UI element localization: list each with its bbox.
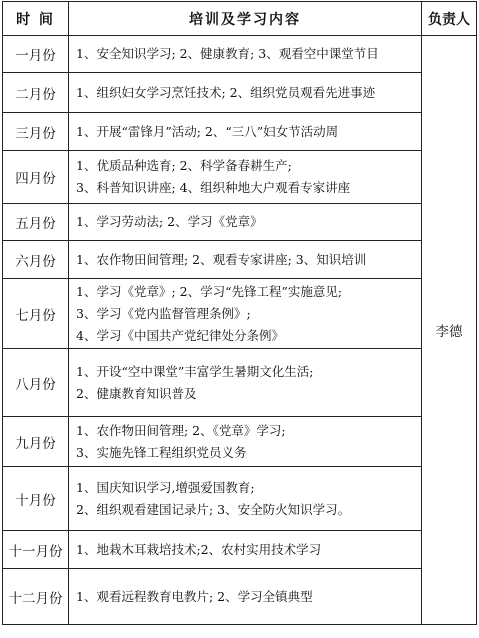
table-row <box>3 531 477 569</box>
content-cell <box>69 36 422 73</box>
header-month: 时 间 <box>3 2 69 36</box>
content-cell <box>69 113 422 151</box>
table-row <box>3 569 477 625</box>
content-line: 1、学习《党章》; 2、学习“先锋工程”实施意见; <box>76 283 343 299</box>
table-body <box>3 36 477 625</box>
content-line: 3、实施先锋工程组织党员义务 <box>76 444 247 460</box>
month-cell: 八月份 <box>3 349 69 417</box>
content-cell <box>69 349 422 417</box>
content-line: 1、开展“雷锋月”活动; 2、“三八”妇女节活动周 <box>76 123 339 139</box>
table-row <box>3 204 477 241</box>
month-cell: 十一月份 <box>3 531 69 569</box>
table-row <box>3 73 477 113</box>
content-line: 1、学习劳动法; 2、学习《党章》 <box>76 214 263 229</box>
content-cell <box>69 241 422 279</box>
table-row <box>3 113 477 151</box>
month-cell: 四月份 <box>3 151 69 204</box>
table-header-row <box>3 2 477 36</box>
table-row <box>3 279 477 349</box>
content-line: 4、学习《中国共产党纪律处分条例》 <box>76 327 284 343</box>
content-cell <box>69 204 422 241</box>
content-line: 1、农作物田间管理; 2、《党章》学习; <box>76 422 286 438</box>
content-line: 1、农作物田间管理; 2、观看专家讲座; 3、知识培训 <box>76 251 367 267</box>
month-cell: 五月份 <box>3 204 69 241</box>
header-content: 培训及学习内容 <box>69 2 422 36</box>
content-line: 1、安全知识学习; 2、健康教育; 3、观看空中课堂节目 <box>76 46 379 61</box>
month-cell: 三月份 <box>3 113 69 151</box>
month-cell: 九月份 <box>3 417 69 467</box>
content-cell <box>69 417 422 467</box>
table-row <box>3 467 477 531</box>
table-row <box>3 417 477 467</box>
table-row <box>3 36 477 73</box>
content-line: 3、科普知识讲座; 4、组织种地大户观看专家讲座 <box>76 180 351 195</box>
month-cell: 七月份 <box>3 279 69 349</box>
month-cell: 二月份 <box>3 73 69 113</box>
responsible-person: 李德 <box>422 36 477 625</box>
content-line: 1、观看远程教育电教片; 2、学习全镇典型 <box>76 588 313 604</box>
content-line: 1、优质品种选育; 2、科学备春耕生产; <box>76 158 292 173</box>
content-line: 2、健康教育知识普及 <box>76 385 197 401</box>
content-line: 1、开设“空中课堂”丰富学生暑期文化生活; <box>76 363 314 379</box>
training-schedule-table <box>2 1 477 625</box>
table-row <box>3 349 477 417</box>
content-cell <box>69 151 422 204</box>
content-line: 3、学习《党内监督管理条例》; <box>76 305 251 321</box>
table-row <box>3 241 477 279</box>
content-line: 2、组织观看建国记录片; 3、安全防火知识学习。 <box>76 501 351 517</box>
content-line: 1、国庆知识学习,增强爱国教育; <box>76 479 255 495</box>
content-cell <box>69 569 422 625</box>
content-cell <box>69 531 422 569</box>
month-cell: 十二月份 <box>3 569 69 625</box>
content-cell <box>69 279 422 349</box>
content-line: 1、地栽木耳栽培技术;2、农村实用技术学习 <box>76 541 322 557</box>
header-responsible: 负责人 <box>422 2 477 36</box>
month-cell: 一月份 <box>3 36 69 73</box>
month-cell: 十月份 <box>3 467 69 531</box>
content-line: 1、组织妇女学习烹饪技术; 2、组织党员观看先进事迹 <box>76 84 376 100</box>
table-row <box>3 151 477 204</box>
content-cell <box>69 73 422 113</box>
month-cell: 六月份 <box>3 241 69 279</box>
content-cell <box>69 467 422 531</box>
